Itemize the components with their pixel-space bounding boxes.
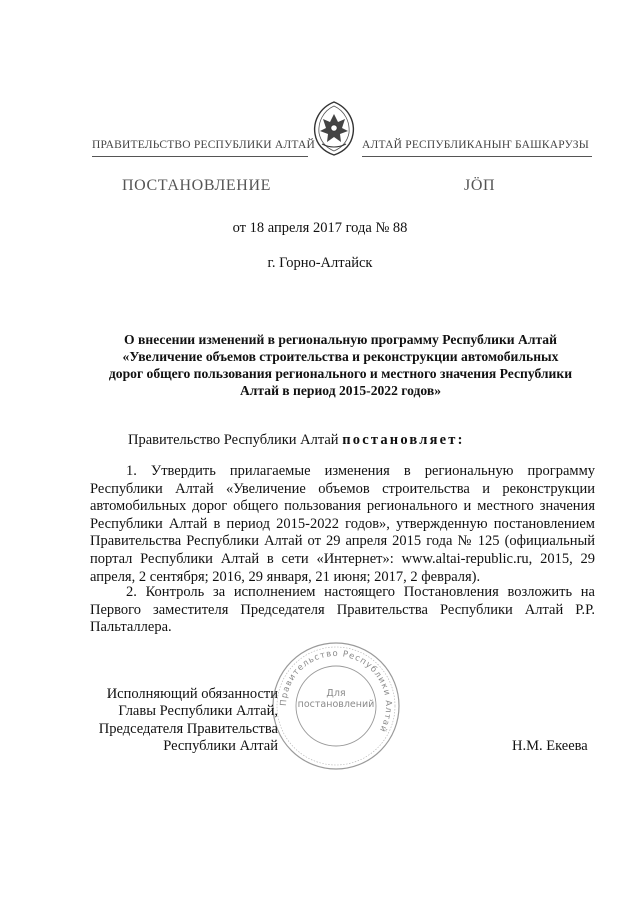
- signatory-position-line: Республики Алтай: [163, 738, 278, 755]
- signatory-position-line: Председателя Правительства: [98, 720, 278, 737]
- stamp-ring-text: Правительство Республики Алтай: [278, 648, 394, 735]
- preamble-decree-word: постановляет:: [342, 432, 465, 448]
- document-type-altai: ЈӦП: [464, 177, 496, 194]
- header-rule-right: [362, 156, 592, 157]
- stamp-center-line: постановлений: [297, 699, 375, 710]
- altai-coat-of-arms-icon: [309, 100, 359, 156]
- government-name-altai: АЛТАЙ РЕСПУБЛИКАНЫҤ БАШКАРУЗЫ: [362, 139, 589, 151]
- preamble: [128, 432, 465, 449]
- signatory-name: Н.М. Екеева: [512, 738, 588, 754]
- header-rule-left: [92, 156, 308, 157]
- signatory-position-line: Главы Республики Алтай,: [118, 703, 278, 720]
- document-title: [88, 331, 593, 399]
- clause-2: 2. Контроль за исполнением настоящего Постановления возложить на Первого заместителя Председателя Правительства Республики Алтай Р.Р. Пальталлера.: [90, 584, 595, 636]
- preamble-text: Правительство Республики Алтай: [128, 432, 343, 448]
- title-line: «Увеличение объемов строительства и реконструкции автомобильных: [122, 349, 559, 364]
- title-line: О внесении изменений в региональную программу Республики Алтай: [124, 332, 557, 347]
- document-date-number: от 18 апреля 2017 года № 88: [232, 220, 408, 236]
- signatory-position-line: Исполняющий обязанности: [106, 686, 278, 702]
- government-name-russian: ПРАВИТЕЛЬСТВО РЕСПУБЛИКИ АЛТАЙ: [92, 139, 316, 151]
- document-city: г. Горно-Алтайск: [267, 255, 373, 271]
- document-type-russian: ПОСТАНОВЛЕНИЕ: [122, 177, 271, 194]
- title-line: дорог общего пользования регионального и местного значения Республики: [108, 366, 573, 381]
- title-line: Алтай в период 2015-2022 годов»: [239, 383, 441, 398]
- signatory-position: [88, 686, 278, 756]
- clause-1: 1. Утвердить прилагаемые изменения в региональную программу Республики Алтай «Увеличение объемов строительства и реконструкции автомобильных дорог общего пользования регионального и местного значения Республики Алтай в период 2015-2022 годов», утвержденную постановлением Правительства Республики Алтай от 29 апреля 2015 года № 125 (официальный портал Республики Алтай в сети «Интернет»: www.altai-republic.ru, 2015, 29 апреля, 2 сентября; 2016, 29 января, 21 июня; 2017, 2 февраля).: [90, 463, 595, 585]
- stamp-center-text: [296, 688, 376, 710]
- stamp-center-line: Для: [326, 688, 346, 699]
